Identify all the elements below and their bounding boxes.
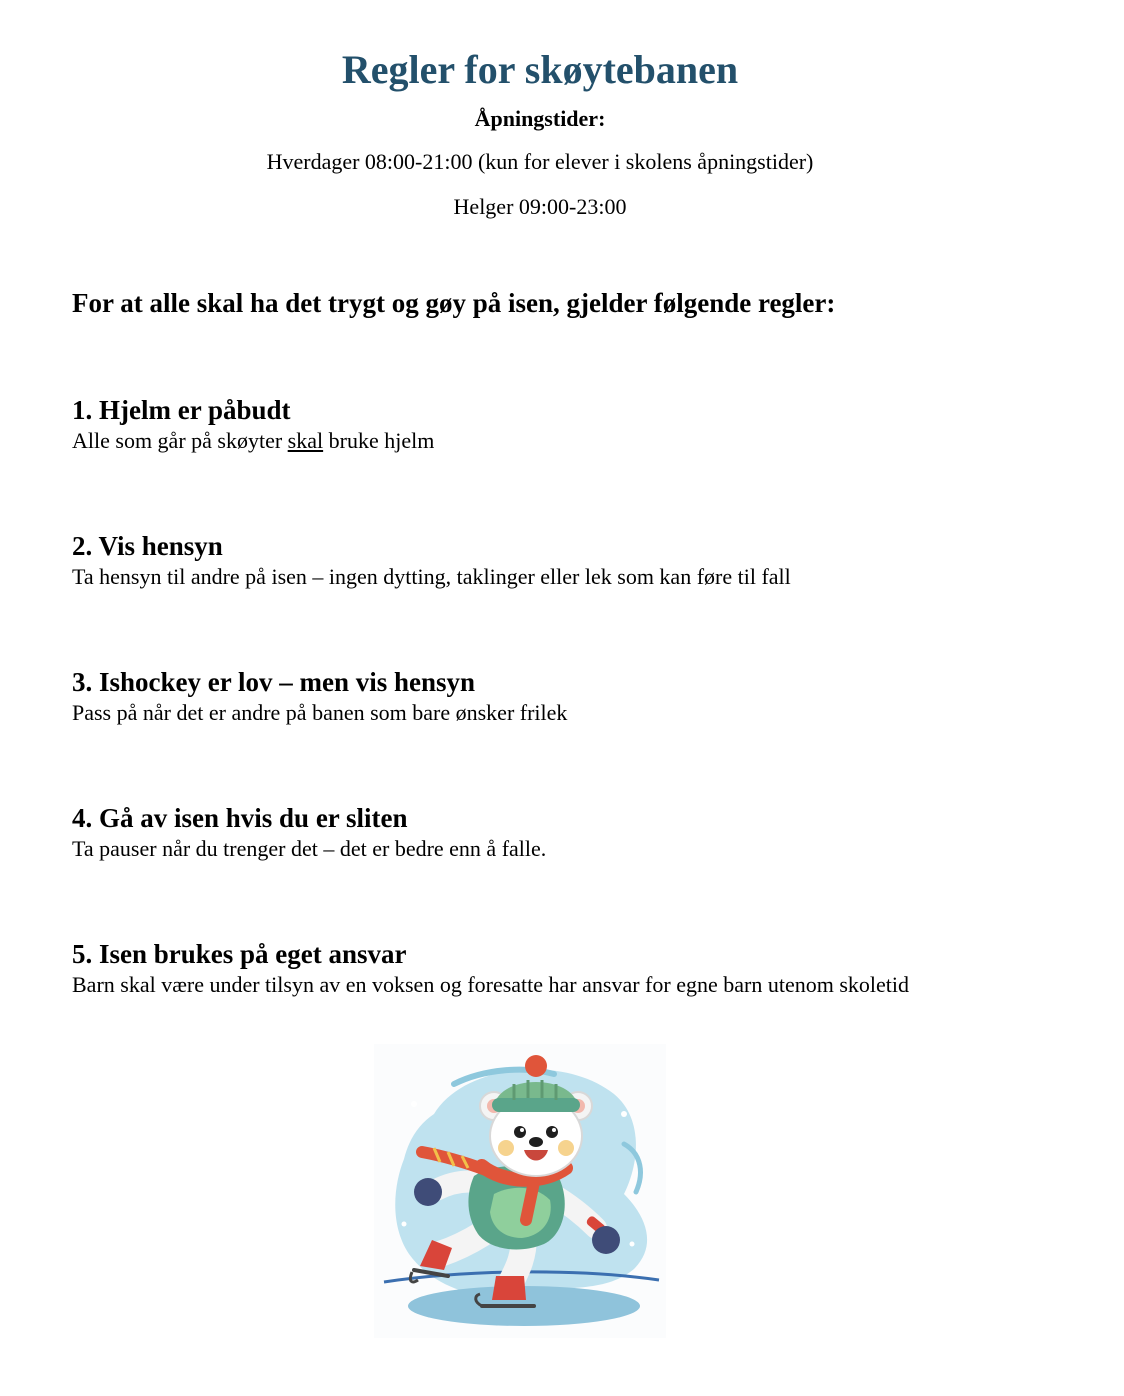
opening-hours-weekend: Helger 09:00-23:00 [453,194,627,219]
page-title: Regler for skøytebanen [341,47,739,92]
rule-text [72,426,1072,456]
rule-1 [72,394,1072,456]
rule-title: 3. Ishockey er lov – men vis hensyn [72,667,476,697]
rule-text-emphasis: skal [287,428,324,453]
rule-title: 5. Isen brukes på eget ansvar [72,939,407,969]
polar-bear-skating-icon [374,1044,666,1338]
rule-title: 1. Hjelm er påbudt [72,395,291,425]
rule-2 [72,530,1072,592]
opening-hours-heading: Åpningstider: [474,106,606,131]
rule-3 [72,666,1072,728]
rule-text-part: bruke hjelm [323,428,435,453]
rule-4 [72,802,1072,864]
rules-intro: For at alle skal ha det trygt og gøy på isen, gjelder følgende regler: [72,288,836,318]
rule-title: 4. Gå av isen hvis du er sliten [72,803,408,833]
rule-text: Ta hensyn til andre på isen – ingen dytting, taklinger eller lek som kan føre til fall [72,564,791,589]
rule-text: Ta pauser når du trenger det – det er bedre enn å falle. [72,836,547,861]
rule-text: Barn skal være under tilsyn av en voksen og foresatte har ansvar for egne barn utenom skoletid [72,972,909,997]
rule-title: 2. Vis hensyn [72,531,223,561]
rule-text: Pass på når det er andre på banen som bare ønsker frilek [72,700,568,725]
rule-5 [72,938,1072,1000]
opening-hours-weekdays: Hverdager 08:00-21:00 (kun for elever i skolens åpningstider) [266,149,814,174]
rule-text-part: Alle som går på skøyter [72,428,288,453]
